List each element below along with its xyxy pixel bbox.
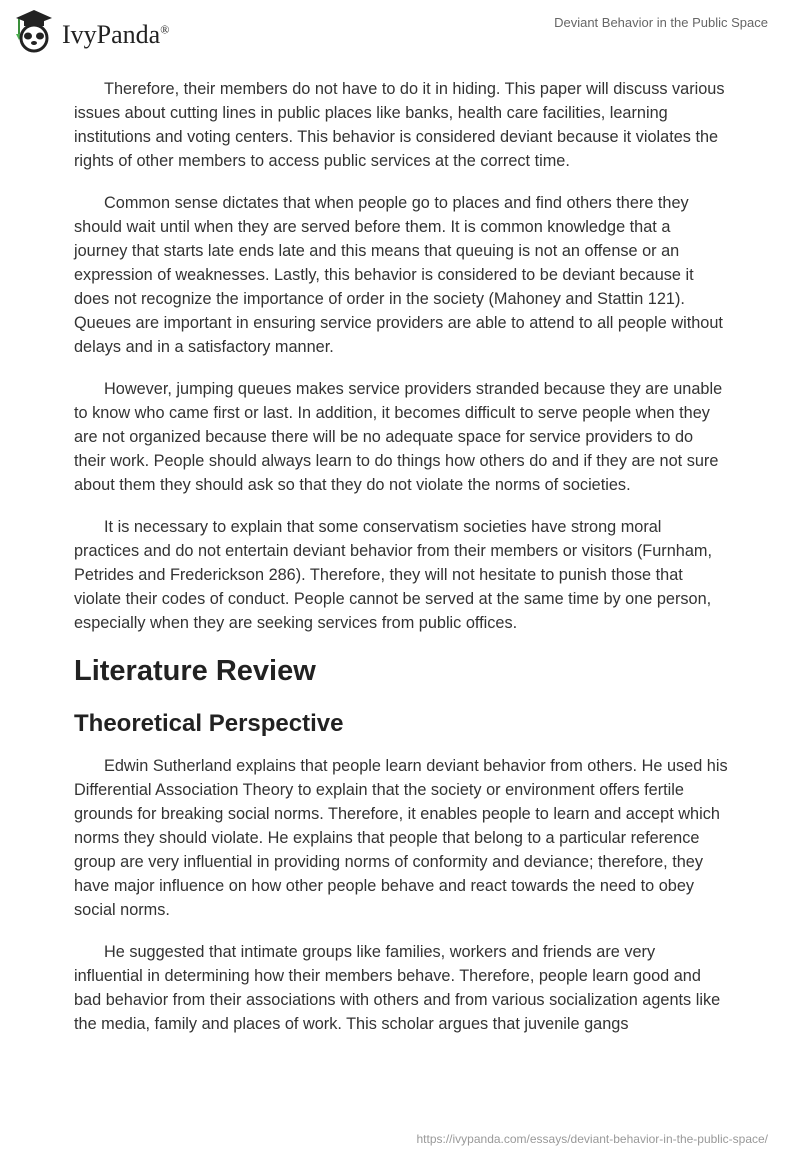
paragraph: Common sense dictates that when people go to places and find others there they should wait until when they are served before them. It is common knowledge that a journey that starts late ends late and this means that queuing is not an offense or an expression of weaknesses. Lastly, this behavior is considered to be deviant because it does not recognize the importance of order in the society (Mahoney and Stattin 121). Queues are important in ensuring service providers are able to attend to all people without delays and in a satisfactory manner. [74,194,723,356]
paragraph: However, jumping queues makes service providers stranded because they are unable to know who came first or last. In addition, it becomes difficult to serve people when they are not organized because there will be no adequate space for service providers to do their work. People should always learn to do things how others do and if they are not sure about them they should ask so that they do not violate the norms of societies. [74,380,723,494]
document-title: Deviant Behavior in the Public Space [554,15,768,30]
subsection-heading: Theoretical Perspective [74,710,344,737]
paragraph: Edwin Sutherland explains that people learn deviant behavior from others. He used his Differential Association Theory to explain that the society or environment offers fertile grounds for breaking social norms. Therefore, it enables people to learn and accept which norms they should violate. He explains that people that belong to a particular reference group are very influential in providing norms of conformity and deviance; therefore, they have major influence on how other people behave and react towards the need to obey social norms. [74,757,728,919]
panda-graduate-icon [14,8,54,54]
section-heading: Literature Review [74,655,316,687]
source-url[interactable]: https://ivypanda.com/essays/deviant-behavior-in-the-public-space/ [416,1132,768,1146]
ivypanda-logo[interactable] [14,8,169,54]
page-header [0,0,800,60]
brand-text: IvyPanda [62,20,161,49]
brand-name [62,20,169,50]
paragraph: Therefore, their members do not have to do it in hiding. This paper will discuss various issues about cutting lines in public places like banks, health care facilities, learning institutions and voting centers. This behavior is considered deviant because it violates the rights of other members to access public services at the correct time. [74,80,725,170]
essay-content [74,77,728,1054]
paragraph: He suggested that intimate groups like families, workers and friends are very influential in determining how their members behave. Therefore, people learn good and bad behavior from their associations with others and from various socialization agents like the media, family and places of work. This scholar argues that juvenile gangs [74,943,721,1033]
paragraph: It is necessary to explain that some conservatism societies have strong moral practices and do not entertain deviant behavior from their members or visitors (Furnham, Petrides and Frederickson 286). Therefore, they will not hesitate to punish those that violate their codes of conduct. People cannot be served at the same time by one person, especially when they are seeking services from public offices. [74,518,712,632]
registered-mark: ® [160,22,170,37]
